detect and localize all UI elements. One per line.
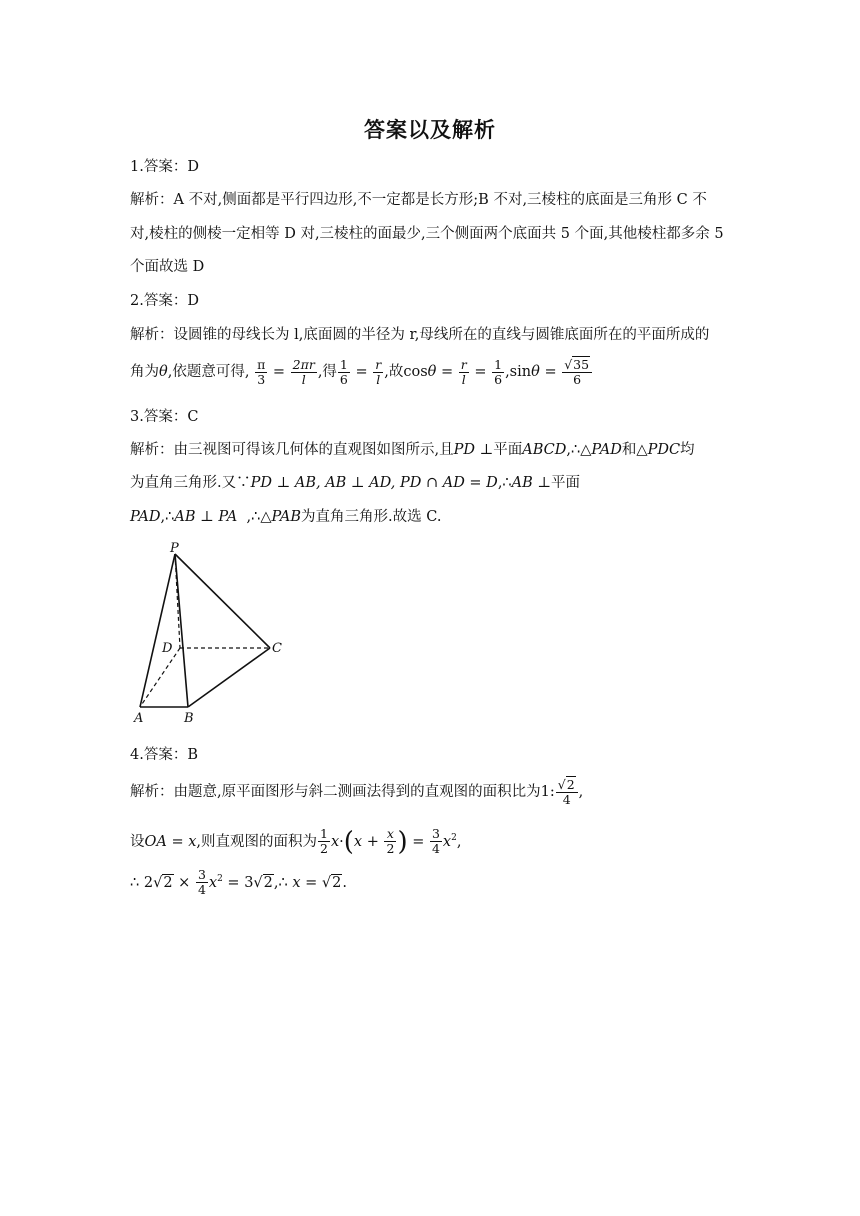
edge-pb bbox=[175, 554, 188, 707]
equals-sign: = bbox=[272, 364, 286, 380]
q2-explanation-line-2 bbox=[130, 355, 740, 389]
equals-sign: = bbox=[355, 364, 368, 380]
fraction-1-over-6: $\frac{1}{6}$ bbox=[339, 356, 348, 387]
sin-label: ,sin bbox=[505, 364, 532, 380]
q1-explanation-line-3: 个面故选 D bbox=[130, 259, 205, 275]
q4-explanation-line-2: 设OA = x,则直观图的面积为 $\frac{1}{2}$ x·(x + $\frac{x}{2}$ ) = $\frac{3}{4}$ $x^2$, bbox=[130, 826, 462, 857]
q2-text-de: ,得 bbox=[317, 364, 337, 380]
q2-answer: 2.答案：D bbox=[130, 293, 199, 309]
theta-symbol: θ bbox=[427, 364, 437, 380]
theta-symbol: θ bbox=[531, 364, 540, 380]
q4-explanation-line-3: ∴ 2√2 × $\frac{3}{4}$ $x^2$ = 3√2,∴ x = √2. bbox=[130, 867, 347, 898]
fraction-pi-over-3: $\frac{\pi}{3}$ bbox=[257, 356, 266, 387]
fraction-sqrt35-over-6: $\frac{√35}{6}$ bbox=[562, 358, 592, 387]
fraction-r-over-l: $\frac{r}{l}$ bbox=[460, 356, 467, 387]
label-c: C bbox=[272, 641, 282, 656]
fraction-2pir-over-l: $\frac{2\pi r}{l}$ bbox=[292, 356, 315, 387]
q2-explanation-line-1: 解析：设圆锥的母线长为 l,底面圆的半径为 r,母线所在的直线与圆锥底面所在的平面所成的 bbox=[130, 327, 710, 343]
equals-sign: = bbox=[544, 364, 557, 380]
q2-text-gu: ,故 bbox=[384, 364, 404, 380]
pyramid-figure bbox=[130, 538, 300, 728]
q4-explanation-line-1: 解析：由题意,原平面图形与斜二测画法得到的直观图的面积比为1: $\frac{√2}{4}$ , bbox=[130, 776, 584, 807]
q3-explanation-line-2: 为直角三角形.又∵PD ⊥ AB, AB ⊥ AD, PD ∩ AD = D,∴AB ⊥平面 bbox=[130, 475, 581, 491]
q1-explanation-line-2: 对,棱柱的侧棱一定相等 D 对,三棱柱的面最少,三个侧面两个底面共 5 个面,其他棱柱都多余 5 bbox=[130, 226, 724, 242]
q2-text-a: 角为 bbox=[130, 364, 159, 380]
label-d: D bbox=[162, 641, 173, 656]
fraction-3-over-4: $\frac{3}{4}$ bbox=[197, 867, 206, 898]
edge-pc bbox=[175, 554, 270, 648]
fraction-1-over-6: $\frac{1}{6}$ bbox=[494, 356, 503, 387]
q2-text-b: ,依题意可得, bbox=[167, 364, 250, 380]
cos-label: cos bbox=[403, 364, 428, 380]
fraction-1-over-2: $\frac{1}{2}$ bbox=[320, 826, 328, 857]
theta-symbol: θ bbox=[159, 364, 168, 380]
q3-explanation-line-1: 解析：由三视图可得该几何体的直观图如图所示,且PD ⊥平面ABCD,∴△PAD和△PDC均 bbox=[130, 442, 695, 458]
page-title: 答案以及解析 bbox=[364, 118, 496, 142]
equals-sign: = bbox=[474, 364, 487, 380]
label-p: P bbox=[170, 541, 179, 556]
label-b: B bbox=[184, 711, 194, 726]
equals-sign: = bbox=[440, 364, 454, 380]
q1-explanation-line-1: 解析：A 不对,侧面都是平行四边形,不一定都是长方形;B 不对,三棱柱的底面是三角形 C 不 bbox=[130, 192, 707, 208]
fraction-3-over-4: $\frac{3}{4}$ bbox=[431, 826, 440, 857]
q1-answer: 1.答案：D bbox=[130, 159, 199, 175]
fraction-r-over-l: $\frac{r}{l}$ bbox=[375, 356, 382, 387]
q4-answer: 4.答案：B bbox=[130, 747, 198, 763]
q3-answer: 3.答案：C bbox=[130, 409, 199, 425]
edge-bc bbox=[188, 648, 270, 707]
edge-pa bbox=[140, 554, 175, 707]
fraction-x-over-2: $\frac{x}{2}$ bbox=[386, 826, 395, 857]
label-a: A bbox=[134, 711, 144, 726]
fraction-sqrt2-over-4: $\frac{√2}{4}$ bbox=[556, 778, 578, 807]
q3-explanation-line-3: PAD,∴AB ⊥ PA ,∴△PAB为直角三角形.故选 C. bbox=[130, 509, 442, 525]
